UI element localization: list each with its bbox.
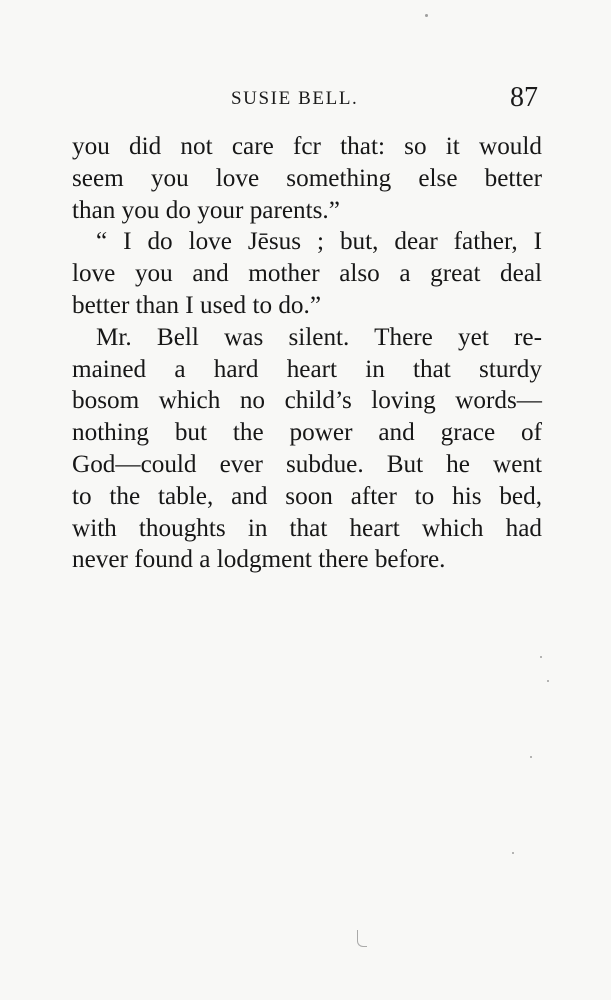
- body-text: [72, 131, 542, 576]
- paper-mark: [357, 930, 367, 947]
- text-line: better than I used to do.”: [72, 291, 321, 319]
- text-line: God—could ever subdue. But he went: [72, 450, 542, 478]
- text-line: with thoughts in that heart which had: [72, 514, 542, 542]
- text-line: “ I do love Jēsus ; but, dear father, I: [96, 228, 542, 256]
- running-head: [0, 84, 611, 118]
- text-line: bosom which no child’s loving words—: [72, 387, 542, 415]
- text-line: Mr. Bell was silent. There yet re-: [96, 323, 542, 351]
- text-line: love you and mother also a great deal: [72, 260, 542, 288]
- scan-speck: [512, 852, 514, 854]
- scan-speck: [547, 680, 549, 682]
- scan-speck: [425, 14, 428, 17]
- text-line: nothing but the power and grace of: [72, 419, 542, 447]
- text-line: than you do your parents.”: [72, 196, 340, 224]
- text-line: you did not care fcr that: so it would: [72, 133, 542, 160]
- scan-speck: [530, 756, 532, 758]
- text-line: never found a lodgment there before.: [72, 546, 446, 574]
- page-number: 87: [510, 82, 538, 113]
- text-line: mained a hard heart in that sturdy: [72, 355, 542, 383]
- running-title: SUSIE BELL.: [231, 88, 359, 109]
- text-line: seem you love something else better: [72, 164, 542, 192]
- scan-speck: [540, 656, 542, 658]
- text-line: to the table, and soon after to his bed,: [72, 482, 542, 510]
